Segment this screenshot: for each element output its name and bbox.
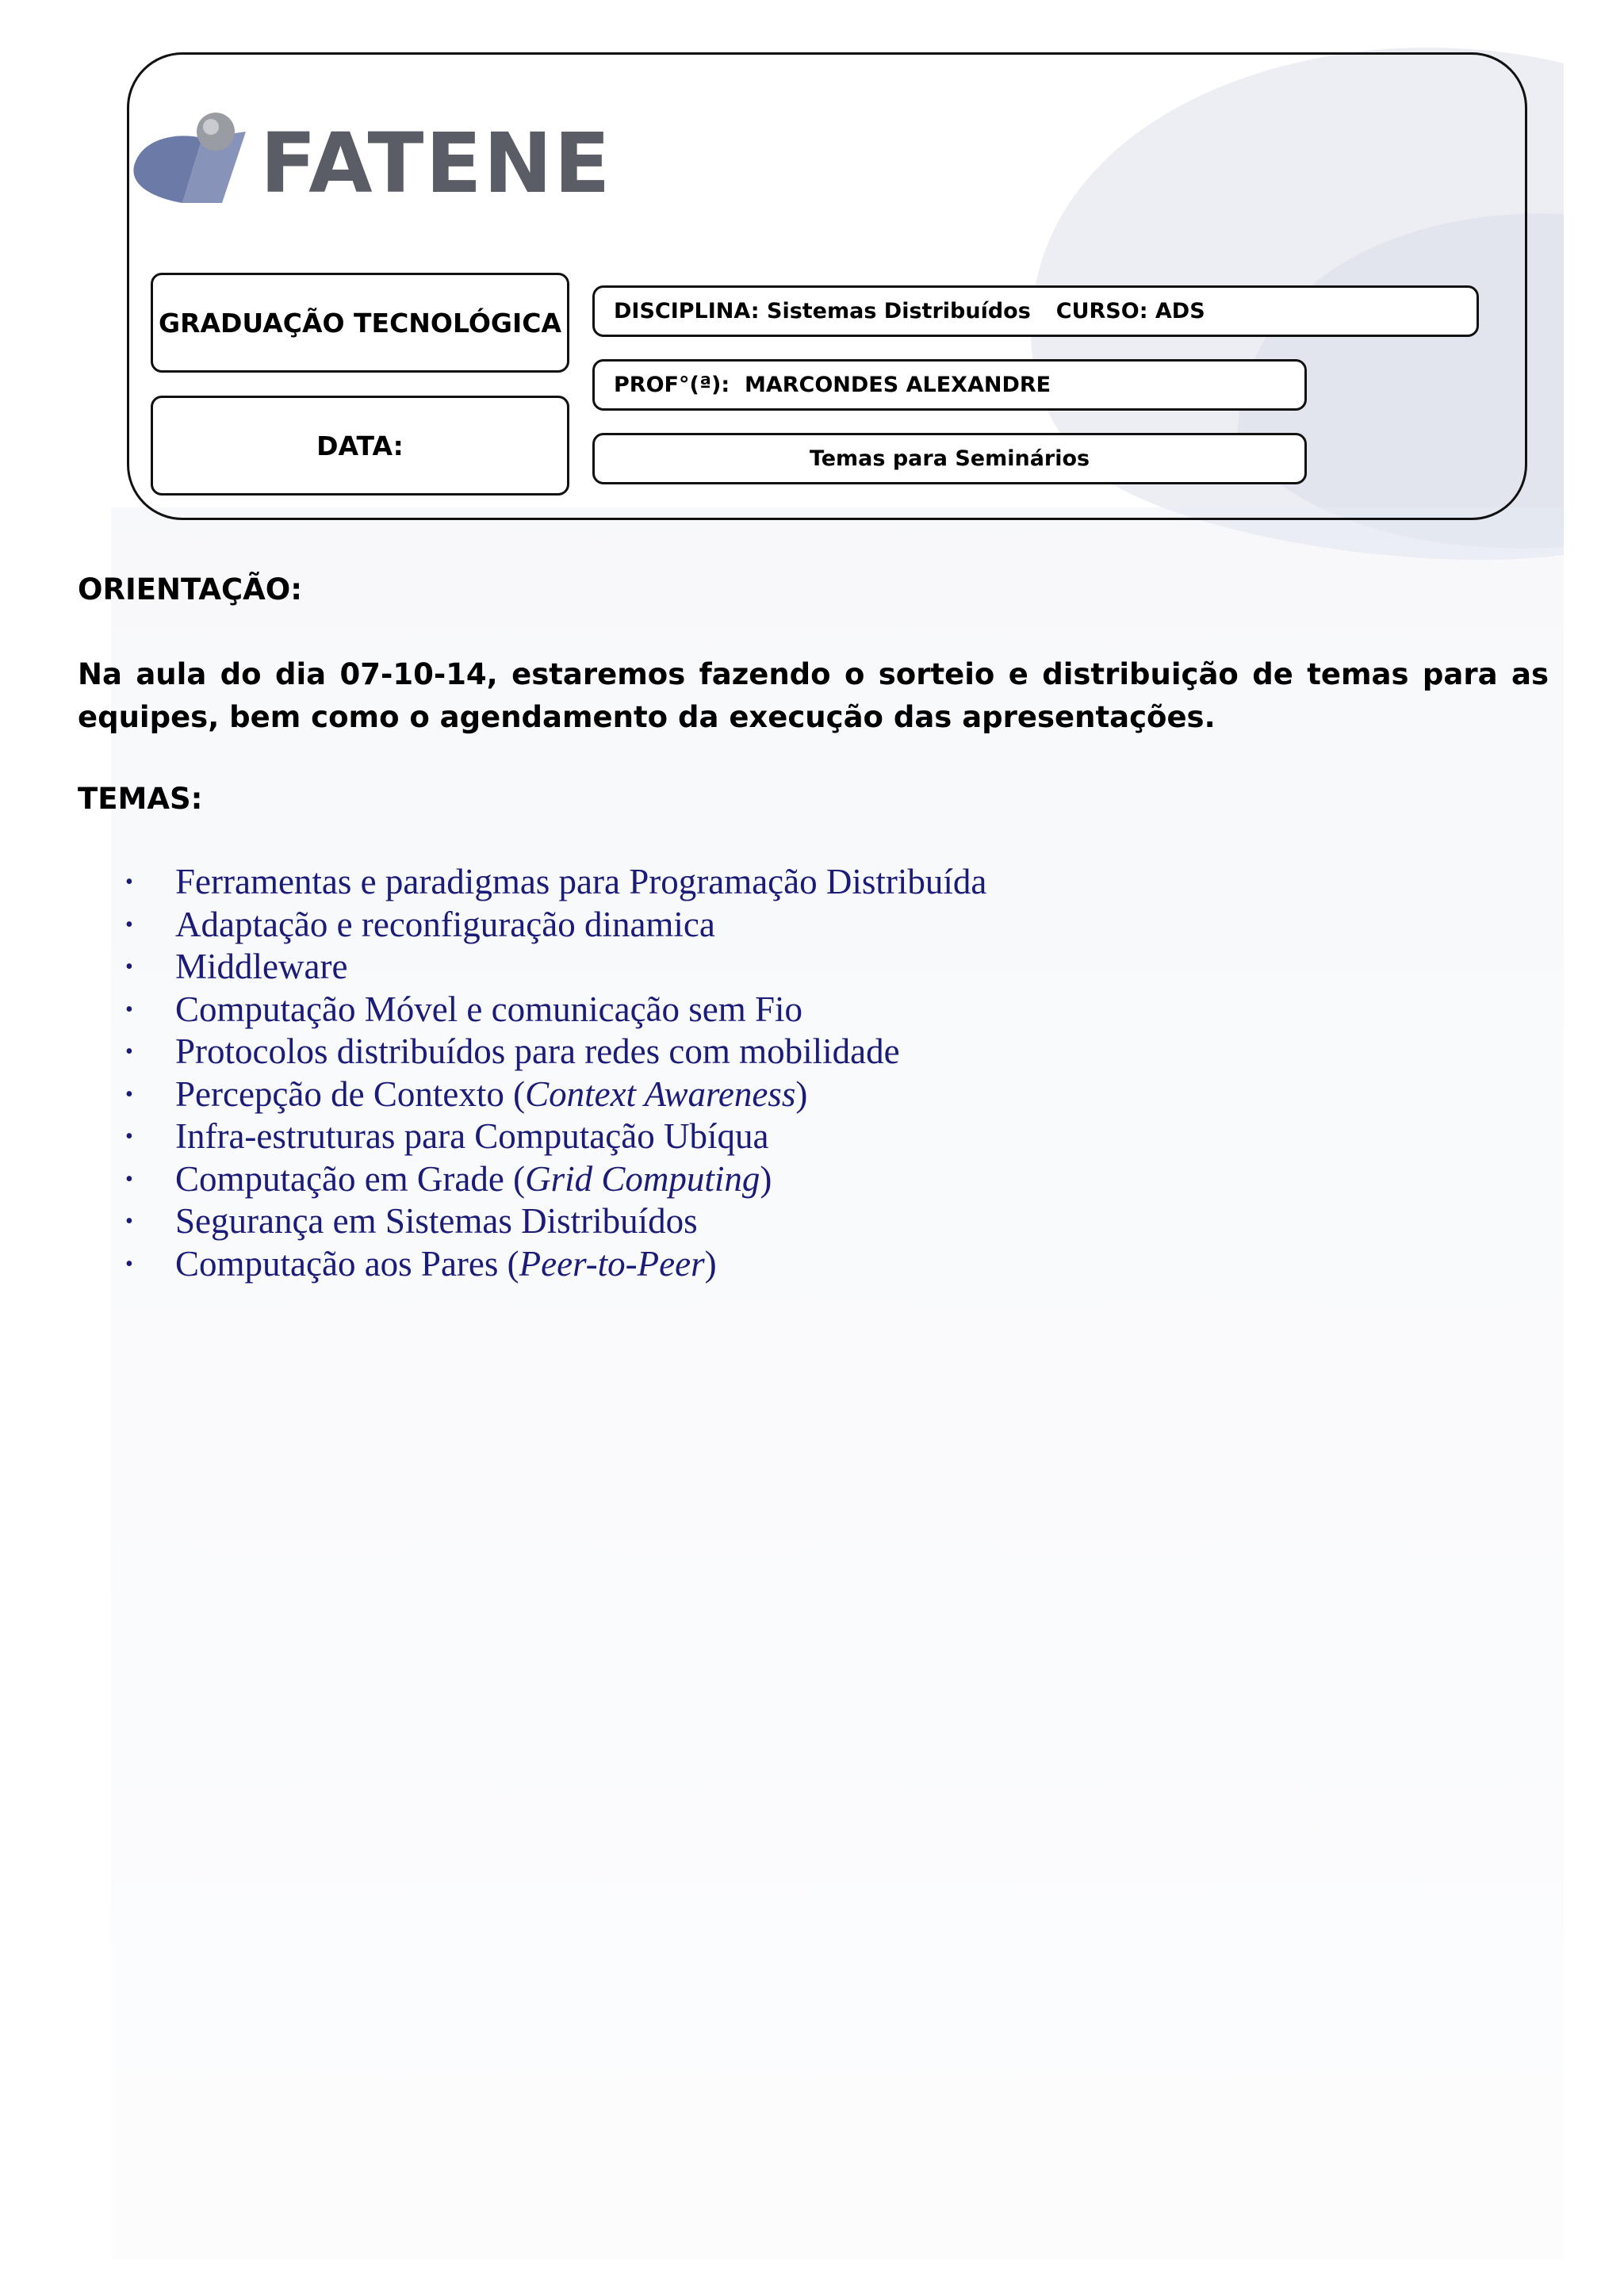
topic-text: Computação aos Pares ( [175, 1243, 519, 1284]
disciplina-box [592, 285, 1479, 337]
logo-swoosh-icon [127, 108, 262, 219]
topic-text: Protocolos distribuídos para redes com mobilidade [175, 1031, 900, 1071]
topic-text: Segurança em Sistemas Distribuídos [175, 1201, 698, 1241]
graduacao-label: GRADUAÇÃO TECNOLÓGICA [158, 307, 562, 339]
topic-text: Percepção de Contexto ( [175, 1073, 526, 1114]
bullet: • [125, 997, 133, 1022]
bullet: • [125, 1209, 133, 1234]
topic-text: Computação Móvel e comunicação sem Fio [175, 989, 803, 1029]
bullet: • [125, 1039, 133, 1064]
titulo-box [592, 433, 1307, 484]
logo-wordmark: FATENE [260, 115, 612, 212]
graduacao-box [151, 273, 569, 373]
fatene-logo [127, 108, 612, 219]
data-label: DATA: [316, 430, 404, 461]
topic-close: ) [760, 1158, 772, 1199]
titulo-label: Temas para Seminários [809, 446, 1090, 471]
topic-text: Ferramentas e paradigmas para Programação Distribuída [175, 862, 987, 901]
curso-label: CURSO: ADS [1055, 299, 1205, 323]
topic-text: Adaptação e reconfiguração dinamica [175, 904, 715, 944]
bullet: • [125, 1166, 133, 1192]
bullet: • [125, 1081, 133, 1107]
disciplina-label: DISCIPLINA: Sistemas Distribuídos [614, 299, 1031, 323]
bullet: • [125, 955, 133, 979]
topic-text: Computação em Grade ( [175, 1158, 526, 1199]
professor-box [592, 359, 1307, 411]
topic-italic-term: Grid Computing [525, 1158, 760, 1199]
topic-italic-term: Context Awareness [525, 1073, 796, 1114]
bullet: • [125, 1124, 133, 1149]
professor-label: PROF°(ª): MARCONDES ALEXANDRE [614, 373, 1051, 397]
data-box [151, 396, 569, 496]
topic-text: Middleware [175, 947, 348, 986]
topic-close: ) [704, 1243, 717, 1284]
orientacao-heading: ORIENTAÇÃO: [78, 572, 302, 607]
orientacao-text: Na aula do dia 07-10-14, estaremos fazendo o sorteio e distribuição de temas para as equipes, bem como o agendamento da execução das apresentações. [78, 657, 1549, 734]
bullet: • [125, 912, 133, 937]
topic-close: ) [795, 1073, 808, 1114]
bullet: • [125, 1251, 133, 1276]
topic-text: Infra-estruturas para Computação Ubíqua [175, 1116, 769, 1156]
temas-heading: TEMAS: [78, 782, 203, 816]
topic-italic-term: Peer-to-Peer [519, 1243, 705, 1284]
bullet: • [125, 870, 133, 894]
